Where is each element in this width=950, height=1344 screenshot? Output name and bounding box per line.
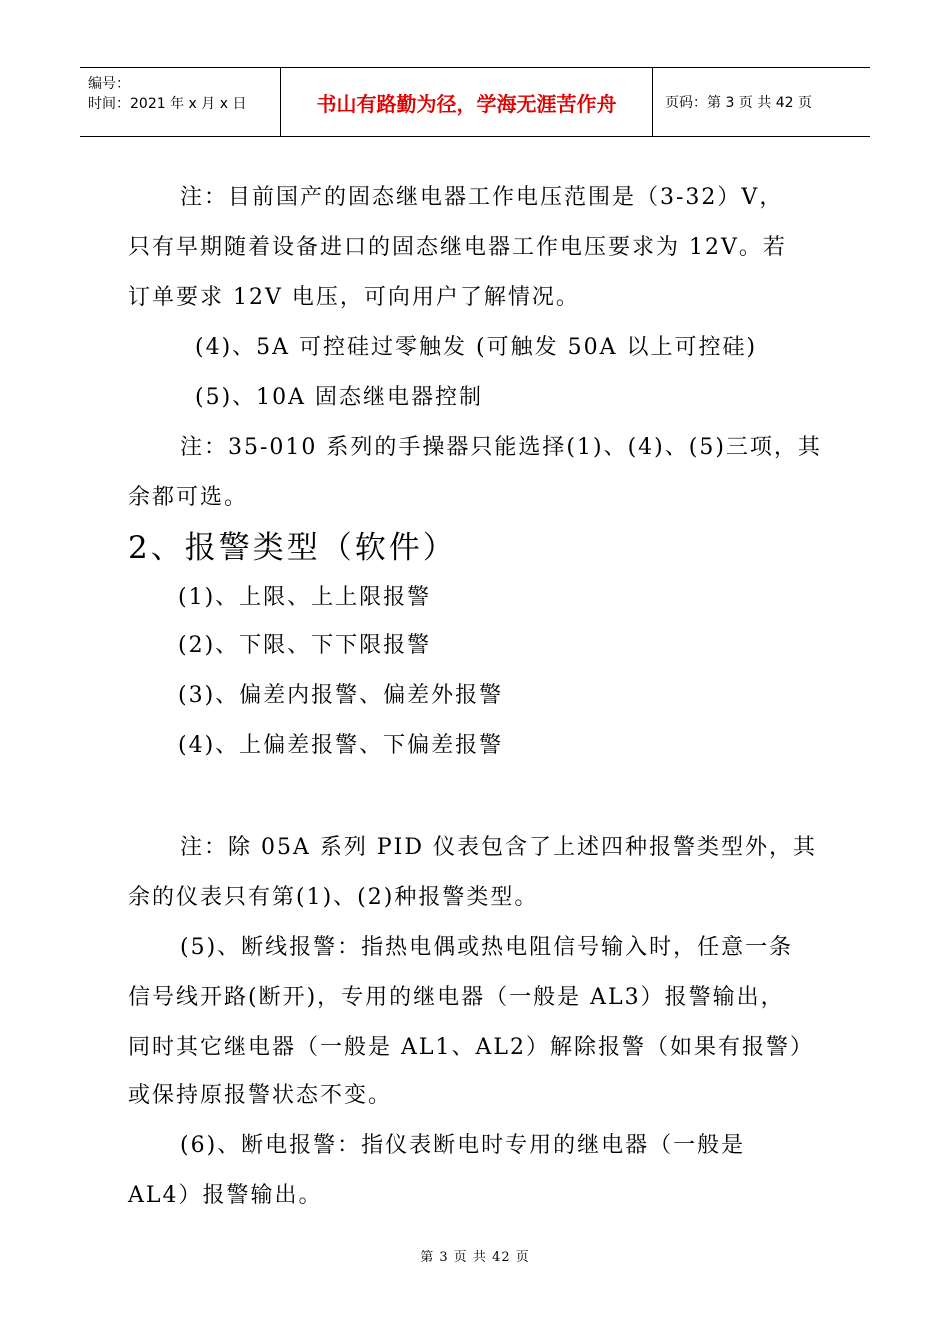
note-line: (5)、断线报警：指热电偶或热电阻信号输入时，任意一条 (180, 935, 794, 960)
alarm-item: (4)、上偏差报警、下偏差报警 (178, 733, 504, 758)
body-line: (4)、5A 可控硅过零触发 (可触发 50A 以上可控硅) (195, 335, 758, 360)
header-meta (80, 68, 280, 136)
note-line: 或保持原报警状态不变。 (128, 1083, 393, 1108)
note-line: 同时其它继电器（一般是 AL1、AL2）解除报警（如果有报警） (128, 1035, 814, 1060)
alarm-item: (2)、下限、下下限报警 (178, 633, 432, 658)
note-line: 余的仪表只有第(1)、(2)种报警类型。 (128, 885, 539, 910)
header-page-info: 页码：第 3 页 共 42 页 (665, 95, 812, 111)
body-line: 余都可选。 (128, 485, 249, 510)
alarm-item: (3)、偏差内报警、偏差外报警 (178, 683, 504, 708)
alarm-item: (1)、上限、上上限报警 (178, 585, 432, 610)
body-line: 只有早期随着设备进口的固态继电器工作电压要求为 12V。若 (128, 235, 787, 260)
note-line: AL4）报警输出。 (128, 1183, 323, 1208)
body-line: 注：目前国产的固态继电器工作电压范围是（3-32）V， (180, 185, 784, 210)
number-label: 编号： (88, 76, 130, 92)
page-header (80, 67, 870, 137)
body-line: (5)、10A 固态继电器控制 (195, 385, 484, 410)
body-line: 注：35-010 系列的手操器只能选择(1)、(4)、(5)三项，其 (180, 435, 822, 460)
page-footer: 第 3 页 共 42 页 (420, 1250, 530, 1265)
body-line: 订单要求 12V 电压，可向用户了解情况。 (128, 285, 580, 310)
section-heading: 2、报警类型（软件） (128, 530, 457, 566)
time-label: 时间：2021 年 x 月 x 日 (88, 96, 247, 112)
note-line: (6)、断电报警：指仪表断电时专用的继电器（一般是 (180, 1133, 746, 1158)
note-line: 信号线开路(断开)，专用的继电器（一般是 AL3）报警输出， (128, 985, 785, 1010)
note-line: 注：除 05A 系列 PID 仪表包含了上述四种报警类型外，其 (180, 835, 817, 860)
header-motto: 书山有路勤为径，学海无涯苦作舟 (316, 91, 617, 116)
